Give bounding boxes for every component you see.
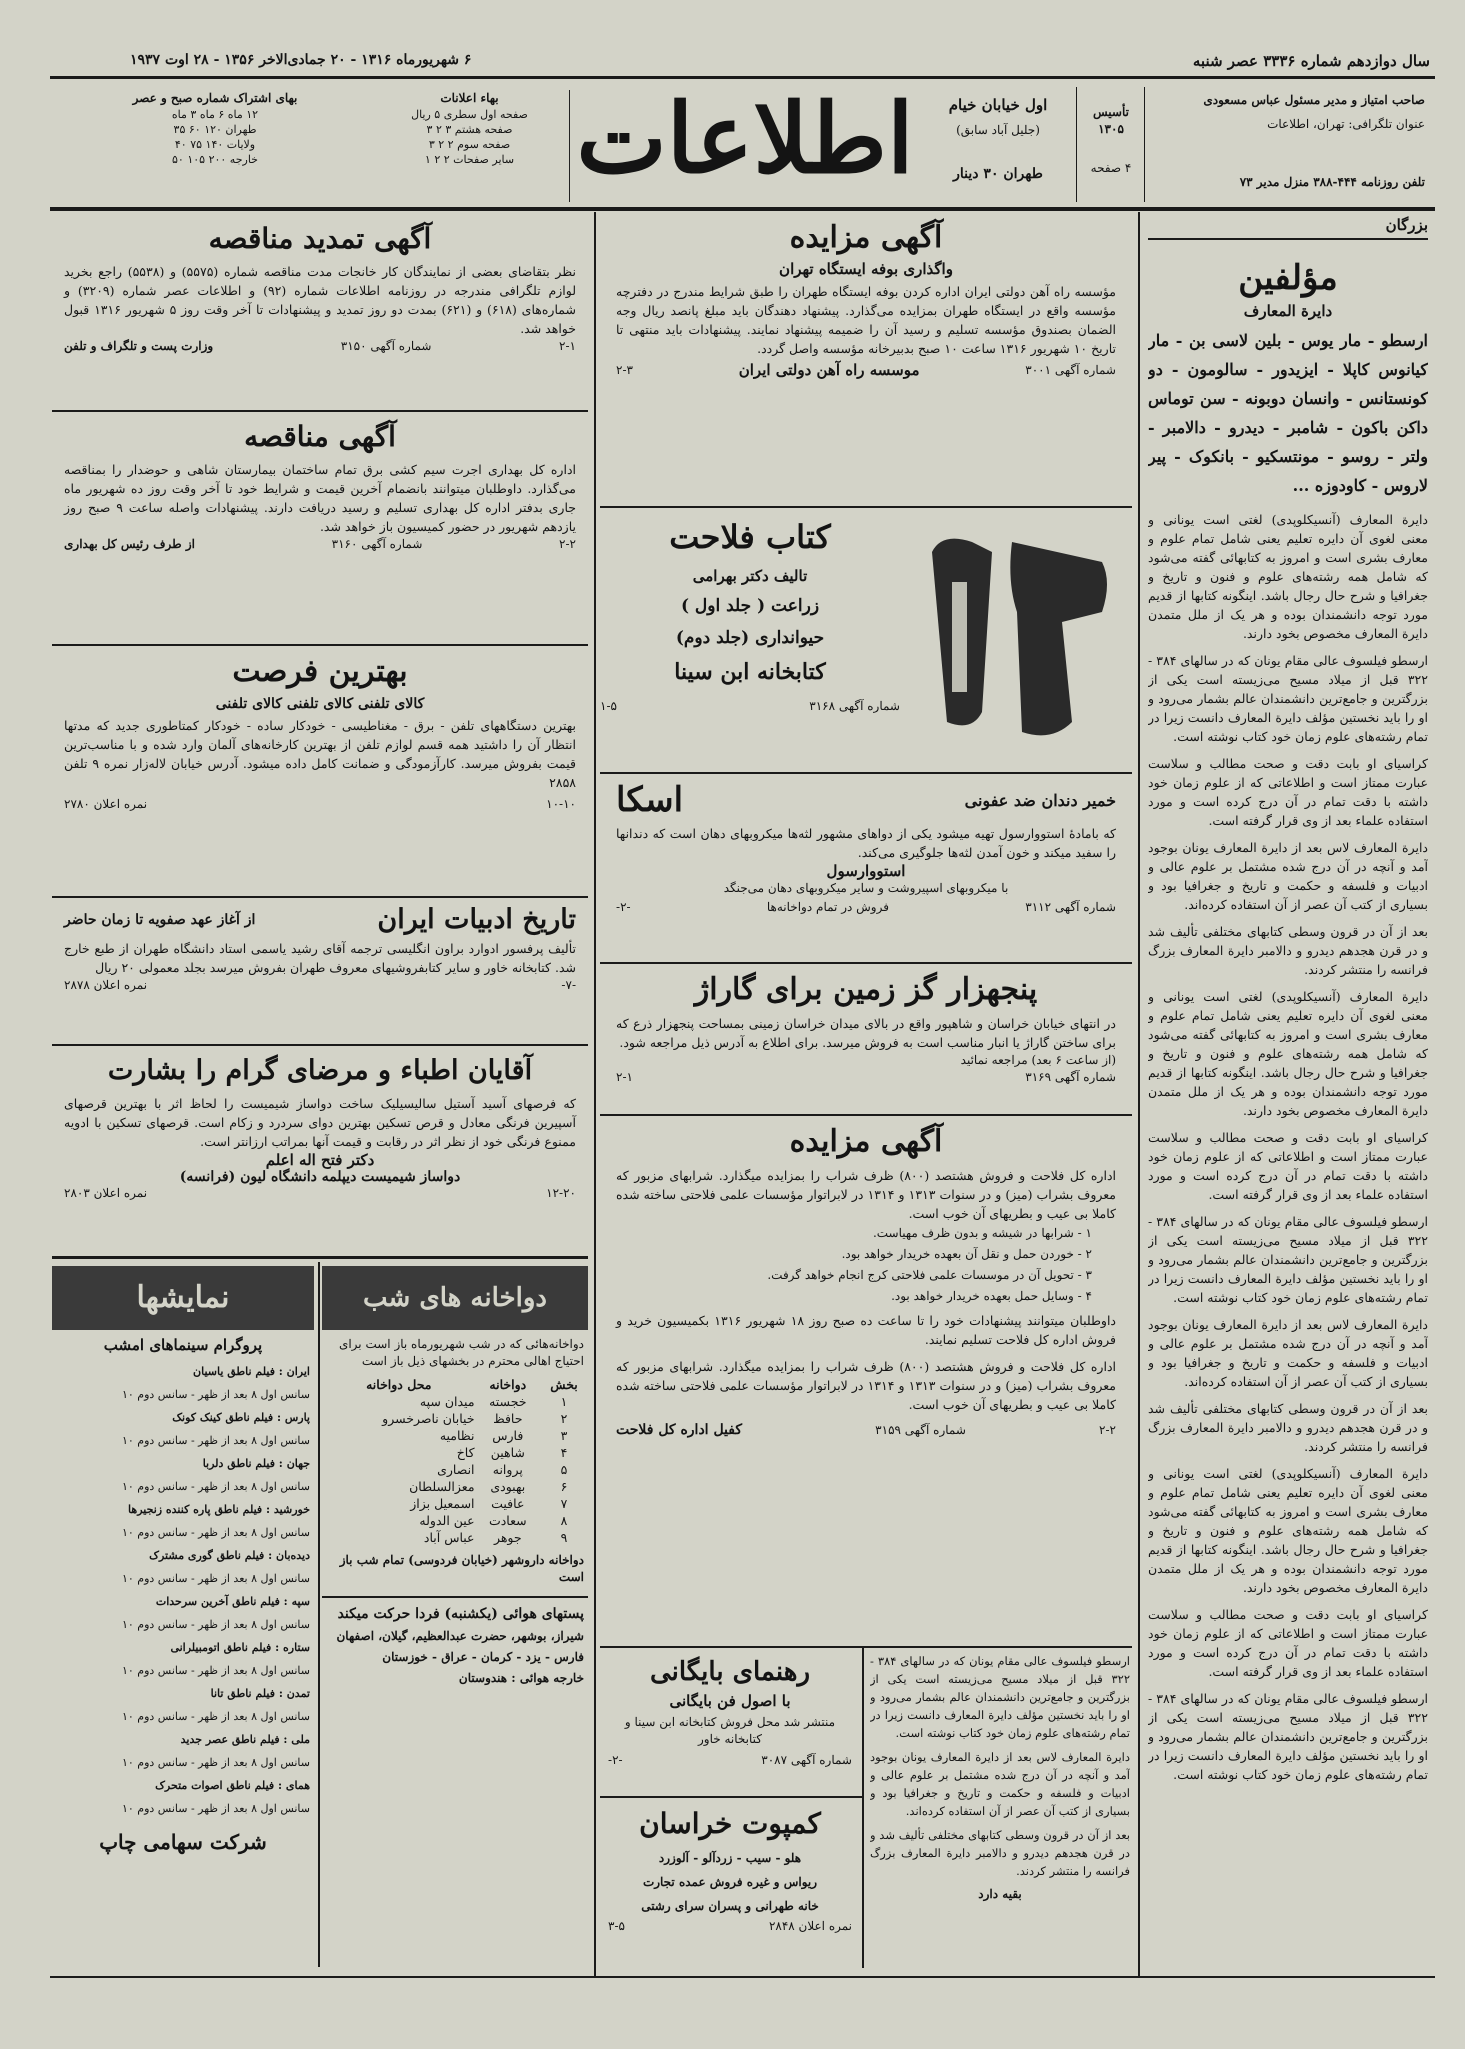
table-row: ۵ پروانه انصاری — [437, 1462, 568, 1477]
table-row: ۴ شاهین کاخ — [456, 1445, 568, 1460]
cinema-row: ملی : فیلم ناطق عصر جدید — [180, 1733, 310, 1746]
ad-separator — [600, 1796, 862, 1798]
ad-body: نظر بتقاضای بعضی از نمایندگان کار خانجات مدت مناقصه شماره (۵۵۷۵) و (۵۵۳۸) راجع بخرید لوازم تلگرافی مندرجه در روزنامه اطلاعات شماره (۹۲) و اطلاعات عصر شماره (۳۲۰۹) و شماره‌های (۶۱۸) و (۶۲۱) بمدت دو روز تمدید و پیشنهادات تا آخر وقت روز ۵ شهریور ۱۳۱۶ قبول خواهد شد. — [64, 264, 576, 336]
product-name: اسکا — [616, 780, 684, 820]
cinema-row: سانس اول ۸ بعد از ظهر - سانس دوم ۱۰ — [121, 1434, 310, 1447]
masthead-founded: تأسیس ۱۳۰۵ — [1093, 105, 1129, 136]
masthead-divider — [1144, 87, 1145, 202]
ad-item: ۲ - خوردن حمل و نقل آن بعهده خریدار خواهد بود. — [841, 1247, 1092, 1261]
literature-book-ad — [52, 900, 588, 1040]
ad-note: (از ساعت ۶ بعد) مراجعه نمائید — [960, 1053, 1116, 1067]
book-logo-icon — [912, 522, 1122, 757]
ad-rates-box — [370, 90, 570, 202]
ad-number: نمره اعلان ۲۸۴۸ — [768, 1919, 852, 1933]
article-paragraph: ارسطو فیلسوف عالی مقام یونان که در سالهای ۳۸۴ - ۳۲۲ قبل از میلاد مسیح می‌زیسته است یکی از بزرگترین و جامع‌ترین دانشمندان عالم بشمار می‌رود و او را باید نخستین مؤلف دایرة المعارف دانست زیرا در تمام رشته‌های علوم زمان خود کتاب نوشته است. — [1148, 1691, 1428, 1782]
printer-credit: شرکت سهامی چاپ — [99, 1830, 267, 1854]
table-header-row — [322, 1376, 588, 1393]
ad-item: ۱ - شرابها در شیشه و بدون ظرف مهیاست. — [872, 1226, 1092, 1240]
article-paragraph: دایرة المعارف (آنسیکلوپدی) لغتی است یونانی و معنی لغوی آن دایره تعلیم یعنی شامل تمام علوم و معارف بشری است و امروز به کتابهائی گفته می‌شود که شامل همه رشته‌های علوم و فنون و تاریخ و جغرافیا و شرح حال رجال باشد. اینگونه کتابها از قدیم مورد توجه دانشمندان بوده و هر یک از ملل متمدن دایرة المعارف مخصوص بخود دارند. — [1148, 989, 1428, 1118]
ad-goods-line: کالای تلفنی کالای تلفنی کالای تلفنی — [215, 696, 425, 712]
article-paragraph: دایرة المعارف لاس بعد از دایرة المعارف یونان بوجود آمد و آنچه در آن درج شده مشتمل بر علوم عالی و ادبیات و فلسفه و حکمت و تاریخ و جغرافیا بود و بسیاری از کتب آن عصر از آن استفاده کرده‌اند. — [1148, 840, 1428, 912]
product-claim: با میکروبهای اسپیروشت و سایر میکروبهای دهان می‌جنگد — [723, 881, 1009, 895]
book-author: تالیف دکتر بهرامی — [692, 567, 808, 585]
compote-ad — [600, 1802, 860, 1967]
article-paragraph: بعد از آن در قرون وسطی کتابهای مختلفی تألیف شد و در قرن هجدهم دیدرو و دالامبر دایرة المعارف بزرگ فرانسه را منتشر کردند. — [870, 1828, 1130, 1878]
ad-number: شماره آگهی ۳۱۶۰ — [331, 537, 423, 551]
issue-info: سال دوازدهم شماره ۳۳۳۶ عصر شنبه — [1192, 52, 1430, 70]
masthead-price: طهران ۳۰ دینار — [953, 166, 1043, 182]
continued-label: بقیه دارد — [978, 1887, 1022, 1901]
cinema-row: تمدن : فیلم ناطق تانا — [210, 1687, 310, 1700]
ad-code: ۲-۱ — [559, 339, 576, 353]
book-volume: زراعت ( جلد اول ) — [680, 596, 820, 616]
ad-subtitle: از آغاز عهد صفویه تا زمان حاضر — [64, 911, 256, 928]
ad-body: که بامادهٔ استووارسول تهیه میشود یکی از دواهای مشهور لثه‌ها میکروبهای دهان است که دندانها را سفید میکند و خون آمدن لثه‌ها جلوگیری می‌کند. — [616, 826, 1116, 860]
airmail-line: شیراز، بوشهر، حضرت عبدالعظیم، گیلان، اصفهان — [336, 1629, 584, 1643]
cinema-row: سانس اول ۸ بعد از ظهر - سانس دوم ۱۰ — [121, 1526, 310, 1539]
article-paragraph: کراسیای او بابت دقت و صحت مطالب و سلاست عبارت ممتاز است و اطلاعاتی که از علوم زمان خود داشته با دقت تمام در آن درج کرده است و مورد استفاده علماء بعد از وی قرار گرفته است. — [1148, 1130, 1428, 1202]
article-paragraph: ارسطو فیلسوف عالی مقام یونان که در سالهای ۳۸۴ - ۳۲۲ قبل از میلاد مسیح می‌زیسته است یکی از بزرگترین و جامع‌ترین دانشمندان عالم بشمار می‌رود و او را باید نخستین مؤلف دایرة المعارف دانست زیرا در تمام رشته‌های علوم زمان خود کتاب نوشته است. — [1148, 653, 1428, 744]
ad-body: که فرصهای آسید آستیل سالیسیلیک ساخت دواساز شیمیست را لحاظ اثر با بهترین قرصهای آسپیرین فرنگی معادل و قرص تسکین بهترین دوای سردرد و زکام است. قرصهای تسکین با ادویه ممنوع فرنگی خود از نظر اثر در رقابت و قیمت آنها بمراتب ارزانتر است. — [64, 1096, 576, 1149]
ad-number: شماره آگهی ۳۱۱۲ — [1025, 900, 1116, 914]
ads-column-left — [52, 216, 588, 1971]
ad-number: شماره آگهی ۳۰۸۷ — [761, 1753, 852, 1767]
column-divider — [318, 1262, 320, 1967]
column-header: بخش — [550, 1377, 578, 1392]
bottom-rule — [50, 1976, 1435, 1978]
article-paragraph: کراسیای او بابت دقت و صحت مطالب و سلاست عبارت ممتاز است و اطلاعاتی که از علوم زمان خود داشته با دقت تمام در آن درج کرده است و مورد استفاده علماء بعد از وی قرار گرفته است. — [1148, 756, 1428, 828]
cinema-row: سانس اول ۸ بعد از ظهر - سانس دوم ۱۰ — [121, 1480, 310, 1493]
table-row: ۱ خجسته میدان سپه — [419, 1394, 568, 1409]
ad-signature-title: دواساز شیمیست دیپلمه دانشگاه لیون (فرانسه) — [179, 1169, 461, 1185]
cinema-subtitle: پروگرام سینماهای امشب — [103, 1336, 263, 1354]
ad-signature: کفیل اداره کل فلاحت — [616, 1422, 743, 1438]
article-paragraph: بعد از آن در قرون وسطی کتابهای مختلفی تألیف شد و در قرن هجدهم دیدرو و دالامبر دایرة المعارف بزرگ فرانسه را منتشر کردند. — [1148, 924, 1428, 977]
ad-body: اداره کل بهداری اجرت سیم کشی برق تمام ساختمان بیمارستان شاهی و حوضدار را بمناقصه می‌گذارد. داوطلبان میتوانند بانضمام آخرین قیمت و شرایط خود تا آخر وقت روز ده شهریور ماه جاری بدفتر اداره کل بهداری تسلیم و رسید دریافت دارند. پیشنهادات واصله ساعت ۹ صبح روز یازدهم شهریور در حضور کمیسیون باز خواهد شد. — [64, 462, 576, 534]
cinema-row: همای : فیلم ناطق اصوات متحرک — [155, 1779, 310, 1792]
article-title: مؤلفین — [1238, 258, 1338, 298]
author-names: ارسطو - مار یوس - بلین لاسی بن - مار کیانوس کاپلا - ایزیدور - سالومون - دو کونستانس - وانسان دوبونه - سن توماس داکن باکون - شامبر - دیدرو - دالامبر - ولتر - روسو - مونتسکیو - بانکوک - پیر لاروس - کاودوزه ... — [1148, 331, 1428, 495]
ad-separator — [52, 1256, 588, 1259]
article-paragraph: ارسطو فیلسوف عالی مقام یونان که در سالهای ۳۸۴ - ۳۲۲ قبل از میلاد مسیح می‌زیسته است یکی از بزرگترین و جامع‌ترین دانشمندان عالم بشمار می‌رود و او را باید نخستین مؤلف دایرة المعارف دانست زیرا در تمام رشته‌های علوم زمان خود کتاب نوشته است. — [870, 1654, 1130, 1740]
book-volume: حیوانداری (جلد دوم) — [675, 628, 825, 648]
ad-number: نمره اعلان ۲۷۸۰ — [64, 797, 148, 811]
subscription-row: ولایات ۱۴۰ ۷۵ ۴۰ — [174, 138, 256, 151]
masthead-address-old: (جلیل آباد سابق) — [956, 123, 1040, 137]
pharmacy-intro: دواخانه‌هائی که در شب شهریورماه باز است برای احتیاج اهالی محترم در بخشهای ذیل باز است — [338, 1337, 584, 1368]
night-pharmacies — [322, 1266, 588, 1966]
ad-body: اداره کل فلاحت و فروش هشتصد (۸۰۰) ظرف شراب را بمزایده میگذارد. شرابهای مزبور که معروف بشراب (میز) و در سنوات ۱۳۱۳ و ۱۳۱۴ در لابراتوار مؤسسات علمی فلاحتی ساخته شده کاملا بی عیب و بطریهای آن خوب است. — [616, 1168, 1116, 1221]
ad-title: آگهی تمدید مناقصه — [208, 222, 432, 255]
ad-separator — [52, 1044, 588, 1046]
column-header: دواخانه — [489, 1377, 527, 1392]
table-row: ۲ حافظ خیابان ناصرخسرو — [382, 1411, 568, 1426]
auction-ad-2 — [600, 1118, 1132, 1518]
ad-rate-row: صفحه هشتم ۳ ۲ ۳ — [426, 123, 513, 136]
ad-rates-title: بهاء اعلانات — [440, 91, 499, 105]
ad-code: ۲-۲ — [1099, 1423, 1116, 1437]
ad-code: ۲-۲ — [559, 537, 576, 551]
ad-code: ۱۰-۱۰ — [546, 797, 576, 811]
ad-code: ۳-۵ — [608, 1919, 625, 1933]
subscription-title: بهای اشتراک شماره صبح و عصر — [132, 91, 298, 105]
book-store: کتابخانه ابن سینا — [674, 659, 826, 685]
cinema-listings — [52, 1266, 314, 1966]
archive-book-ad — [600, 1652, 860, 1792]
ad-number: شماره آگهی ۳۱۵۰ — [340, 339, 432, 353]
ad-title: بهترین فرصت — [232, 654, 408, 689]
ad-number: نمره اعلان ۲۸۰۳ — [64, 1186, 148, 1200]
masthead-pages: ۴ صفحه — [1090, 161, 1132, 175]
ad-body: مؤسسه راه آهن دولتی ایران اداره کردن بوفه ایستگاه طهران را طبق شرایط مندرج در دفترچه مؤسسه واقع در ایستگاه طهران بمزایده می‌گذارد. پیشنهاد دهندگان باید مبلغ پانصد ریال وجه الضمان بصندوق مؤسسه تسلیم و رسید آن را ضمیمه پیشنهاد نمایند. پیشنهادات باید منتهی تا تاریخ ۱۰ شهریور ۱۳۱۶ ساعت ۱۰ صبح بدبیرخانه مؤسسه واصل گردد. — [616, 284, 1116, 356]
cinema-row: سانس اول ۸ بعد از ظهر - سانس دوم ۱۰ — [121, 1756, 310, 1769]
article-paragraph: بعد از آن در قرون وسطی کتابهای مختلفی تألیف شد و در قرن هجدهم دیدرو و دالامبر دایرة المعارف بزرگ فرانسه را منتشر کردند. — [1148, 1401, 1428, 1454]
airmail-line: خارجه هوائی : هندوستان — [458, 1671, 584, 1685]
ad-rate-row: صفحه سوم ۲ ۲ ۳ — [428, 138, 511, 151]
cinema-row: پارس : فیلم ناطق کینک کونک — [172, 1411, 310, 1424]
ad-title: آگهی مزایده — [789, 220, 943, 255]
section-rule — [322, 1596, 588, 1598]
article-continuation — [870, 1652, 1130, 1962]
tender-extension-ad — [52, 216, 588, 411]
ad-signature: دکتر فتح اله اعلم — [265, 1151, 375, 1169]
ad-separator — [52, 410, 588, 412]
article-column — [1148, 216, 1428, 1971]
newspaper-logo: اطلاعات — [576, 82, 914, 195]
pharmacy-note: دواخانه داروشهر (خیابان فردوسی) تمام شب باز است — [339, 1553, 584, 1584]
article-paragraph: کراسیای او بابت دقت و صحت مطالب و سلاست عبارت ممتاز است و اطلاعاتی که از علوم زمان خود داشته با دقت تمام در آن درج کرده است و مورد استفاده علماء بعد از وی قرار گرفته است. — [1148, 1607, 1428, 1679]
cinema-row: سانس اول ۸ بعد از ظهر - سانس دوم ۱۰ — [121, 1618, 310, 1631]
article-paragraph: دایرة المعارف (آنسیکلوپدی) لغتی است یونانی و معنی لغوی آن دایره تعلیم یعنی شامل تمام علوم و معارف بشری است و امروز به کتابهائی گفته می‌شود که شامل همه رشته‌های علوم و فنون و تاریخ و جغرافیا و شرح حال رجال باشد. اینگونه کتابها از قدیم مورد توجه دانشمندان بوده و هر یک از ملل متمدن دایرة المعارف مخصوص بخود دارند. — [1148, 1466, 1428, 1595]
column-header: محل دواخانه — [366, 1377, 432, 1392]
masthead — [50, 82, 1435, 207]
masthead-phone: تلفن روزنامه ۴۴۴-۳۸۸ منزل مدیر ۷۳ — [1239, 175, 1425, 189]
table-row: ۸ سعادت عین الدوله — [419, 1513, 568, 1528]
cinema-header: نمایشها — [52, 1266, 314, 1330]
ad-subtitle: واگذاری بوفه ایستگاه تهران — [779, 260, 953, 278]
cinema-row: سانس اول ۸ بعد از ظهر - سانس دوم ۱۰ — [121, 1802, 310, 1815]
book-ad — [600, 512, 1132, 774]
ad-number: نمره اعلان ۲۸۷۸ — [64, 978, 148, 992]
ad-code: ۲-۱ — [616, 1070, 633, 1084]
airmail-title: پستهای هوائی (یکشنبه) فردا حرکت میکند — [337, 1606, 584, 1622]
date-info: ۶ شهریورماه ۱۳۱۶ - ۲۰ جمادی‌الاخر ۱۳۵۶ - ۲۸ اوت ۱۹۳۷ — [130, 52, 472, 68]
ad-separator — [600, 1646, 1132, 1648]
ad-separator — [52, 896, 588, 898]
product-ingredient: استووارسول — [826, 862, 906, 880]
ad-code: ۱-۵ — [600, 699, 617, 713]
ad-title: آگهی مزایده — [789, 1124, 943, 1159]
toothpaste-ad — [600, 776, 1132, 956]
ad-separator — [52, 644, 588, 646]
section-header: بزرگان — [1385, 216, 1428, 234]
ad-title: آگهی مناقصه — [244, 420, 396, 453]
ad-body: بهترین دستگاههای تلفن - برق - مغناطیسی - خودکار ساده - خودکار کمتاطوری جدید که مدتها انتظار آن را داشتید همه قسم لوازم تلفن از بهترین کارخانه‌های آلمان وارد شده و با مناسب‌ترین قیمت بفروش میرسد. کارآزمودگی و ضمانت کامل داده میشود. آدرس خیابان لاله‌زار نمره ۹ تلفن ۲۸۵۸ — [64, 718, 576, 790]
masthead-divider — [1076, 87, 1077, 202]
tender-ad — [52, 414, 588, 634]
pharmacy-header: دواخانه های شب — [322, 1266, 588, 1330]
masthead-telegraph: عنوان تلگرافی: تهران، اطلاعات — [1267, 117, 1425, 131]
cinema-row: سانس اول ۸ بعد از ظهر - سانس دوم ۱۰ — [121, 1388, 310, 1401]
ad-separator — [600, 962, 1132, 964]
cinema-row: دیده‌بان : فیلم ناطق گوری مشترک — [149, 1549, 310, 1562]
subscription-row: طهران ۱۲۰ ۶۰ ۳۵ — [173, 123, 257, 136]
ad-signature: وزارت پست و تلگراف و تلفن — [64, 339, 214, 353]
cinema-row: جهان : فیلم ناطق دلربا — [202, 1457, 310, 1470]
column-divider — [1138, 212, 1140, 1977]
ad-signature: از طرف رئیس کل بهداری — [64, 537, 195, 551]
ad-code: -۷- — [561, 978, 576, 992]
ad-code: ۲-۳ — [616, 363, 633, 377]
table-row: ۷ عافیت اسمعیل بزاز — [410, 1496, 568, 1511]
ad-line: ریواس و غیره فروش عمده تجارت — [642, 1875, 818, 1889]
ad-separator — [600, 1114, 1132, 1116]
ad-body: در انتهای خیابان خراسان و شاهپور واقع در بالای میدان خراسان زمینی بمساحت پنجهزار ذرع که برای ساختن گاراژ یا انبار مناسب است به فروش میرسد. برای اطلاع به آدرس ذیل مراجعه شود. — [616, 1016, 1116, 1050]
cinema-row: خورشید : فیلم ناطق پاره کننده زنجیرها — [128, 1503, 310, 1516]
ad-number: شماره آگهی ۳۱۶۹ — [1025, 1070, 1116, 1084]
article-paragraph: دایرة المعارف لاس بعد از دایرة المعارف یونان بوجود آمد و آنچه در آن درج شده مشتمل بر علوم عالی و ادبیات و فلسفه و حکمت و تاریخ و جغرافیا بود و بسیاری از کتب آن عصر از آن استفاده کرده‌اند. — [1148, 1317, 1428, 1389]
ad-rate-row: صفحه اول سطری ۵ ریال — [411, 108, 528, 121]
auction-ad — [600, 216, 1132, 516]
masthead-rule — [50, 207, 1435, 211]
pharmacy-tablets-ad — [52, 1048, 588, 1248]
ad-title: تاریخ ادبیات ایران — [377, 904, 576, 935]
ad-code: -۲- — [608, 1753, 623, 1767]
ad-subtitle: با اصول فن بایگانی — [669, 1692, 791, 1710]
ad-item: ۳ - تحویل آن در موسسات علمی فلاحتی کرج انجام خواهد گرفت. — [767, 1268, 1092, 1282]
cinema-row: سانس اول ۸ بعد از ظهر - سانس دوم ۱۰ — [121, 1664, 310, 1677]
telephone-goods-ad — [52, 648, 588, 896]
article-paragraph: دایرة المعارف لاس بعد از دایرة المعارف یونان بوجود آمد و آنچه در آن درج شده مشتمل بر علوم عالی و ادبیات و فلسفه و حکمت و تاریخ و جغرافیا بود و بسیاری از کتب آن عصر از آن استفاده کرده‌اند. — [870, 1750, 1130, 1818]
ad-body: منتشر شد محل فروش کتابخانه ابن سینا و کتابخانه خاور — [624, 1715, 836, 1746]
cinema-row: سانس اول ۸ بعد از ظهر - سانس دوم ۱۰ — [121, 1572, 310, 1585]
ad-number: شماره آگهی ۳۱۶۸ — [809, 699, 900, 713]
ad-title: پنجهزار گز زمین برای گاراژ — [694, 972, 1038, 1007]
table-row: ۳ فارس نظامیه — [439, 1428, 568, 1443]
ads-column-middle — [600, 216, 1132, 1971]
subscription-row: ۱۲ ماه ۶ ماه ۳ ماه — [171, 108, 259, 121]
cinema-row: ایران : فیلم ناطق یاسیان — [193, 1365, 310, 1378]
ad-title: کمپوت خراسان — [639, 1807, 821, 1840]
airmail-line: فارس - یزد - کرمان - عراق - خوزستان — [382, 1650, 584, 1664]
ad-title: رهنمای بایگانی — [649, 1657, 811, 1687]
book-title: کتاب فلاحت — [669, 518, 831, 556]
cinema-row: ستاره : فیلم ناطق اتومبیلرانی — [170, 1641, 310, 1654]
column-divider — [862, 1648, 864, 1968]
ad-sale: فروش در تمام دواخانه‌ها — [766, 900, 889, 914]
ad-signature: موسسه راه آهن دولتی ایران — [738, 361, 920, 379]
table-row: ۶ بهبودی معزالسلطان — [409, 1479, 568, 1494]
article-subtitle: دایرة المعارف — [1243, 302, 1333, 320]
ad-number: شماره آگهی ۳۱۵۹ — [875, 1423, 966, 1437]
ad-code: ۱۲-۲۰ — [546, 1186, 576, 1200]
section-rule — [1148, 238, 1428, 240]
ad-title: آقایان اطباء و مرضای گرام را بشارت — [107, 1055, 533, 1086]
masthead-address: اول خیابان خیام — [948, 96, 1048, 114]
ad-body: اداره کل فلاحت و فروش هشتصد (۸۰۰) ظرف شراب را بمزایده میگذارد. شرابهای مزبور که معروف بشراب (میز) و در سنوات ۱۳۱۳ و ۱۳۱۴ در لابراتوار مؤسسات علمی فلاحتی ساخته شده کاملا بی عیب و بطریهای آن خوب است. — [616, 1359, 1116, 1412]
column-divider — [594, 212, 596, 1977]
ad-body: داوطلبان میتوانند پیشنهادات خود را تا ساعت ده صبح روز ۱۸ شهریور ۱۳۱۶ بکمیسیون خرید و فروش اداره کل فلاحت تسلیم نمایند. — [616, 1313, 1117, 1347]
ad-number: شماره آگهی ۳۰۰۱ — [1025, 363, 1116, 377]
article-paragraph: ارسطو فیلسوف عالی مقام یونان که در سالهای ۳۸۴ - ۳۲۲ قبل از میلاد مسیح می‌زیسته است یکی از بزرگترین و جامع‌ترین دانشمندان عالم بشمار می‌رود و او را باید نخستین مؤلف دایرة المعارف دانست زیرا در تمام رشته‌های علوم زمان خود کتاب نوشته است. — [1148, 1214, 1428, 1305]
table-row: ۹ جوهر عباس آباد — [423, 1530, 568, 1545]
cinema-row: سپه : فیلم ناطق آخرین سرحدات — [155, 1595, 310, 1608]
ad-rate-row: سایر صفحات ۲ ۲ ۱ — [424, 153, 515, 166]
subscription-row: خارجه ۲۰۰ ۱۰۵ ۵۰ — [172, 153, 258, 166]
subscription-box — [70, 90, 360, 202]
ad-line: خانه طهرانی و پسران سرای رشتی — [641, 1899, 819, 1913]
ad-item: ۴ - وسایل حمل بعهده خریدار خواهد بود. — [891, 1289, 1092, 1303]
masthead-owner: صاحب امتیاز و مدیر مسئول عباس مسعودی — [1203, 93, 1425, 107]
ad-body: تألیف پرفسور ادوارد براون انگلیسی ترجمه آقای رشید یاسمی استاد دانشگاه طهران از طبع خارج شد. کتابخانه خاور و سایر کتابفروشیهای معروف طهران بفروش میرسد بجلد معمولی ۲۰ ریال — [64, 941, 576, 975]
ad-line: هلو - سیب - زردآلو - آلوزرد — [658, 1851, 802, 1865]
product-kicker: خمیر دندان ضد عفونی — [964, 790, 1116, 810]
ad-separator — [600, 506, 1132, 508]
ad-separator — [600, 772, 1132, 774]
article-paragraph: دایرة المعارف (آنسیکلوپدی) لغتی است یونانی و معنی لغوی آن دایره تعلیم یعنی شامل تمام علوم و معارف بشری است و امروز به کتابهائی گفته می‌شود که شامل همه رشته‌های علوم و فنون و تاریخ و جغرافیا و شرح حال رجال باشد. اینگونه کتابها از قدیم مورد توجه دانشمندان بوده و هر یک از ملل متمدن دایرة المعارف مخصوص بخود دارند. — [1148, 512, 1428, 641]
pharmacy-table — [322, 1376, 588, 1546]
land-ad — [600, 966, 1132, 1111]
cinema-row: سانس اول ۸ بعد از ظهر - سانس دوم ۱۰ — [121, 1710, 310, 1723]
ad-code: -۲- — [616, 900, 631, 914]
